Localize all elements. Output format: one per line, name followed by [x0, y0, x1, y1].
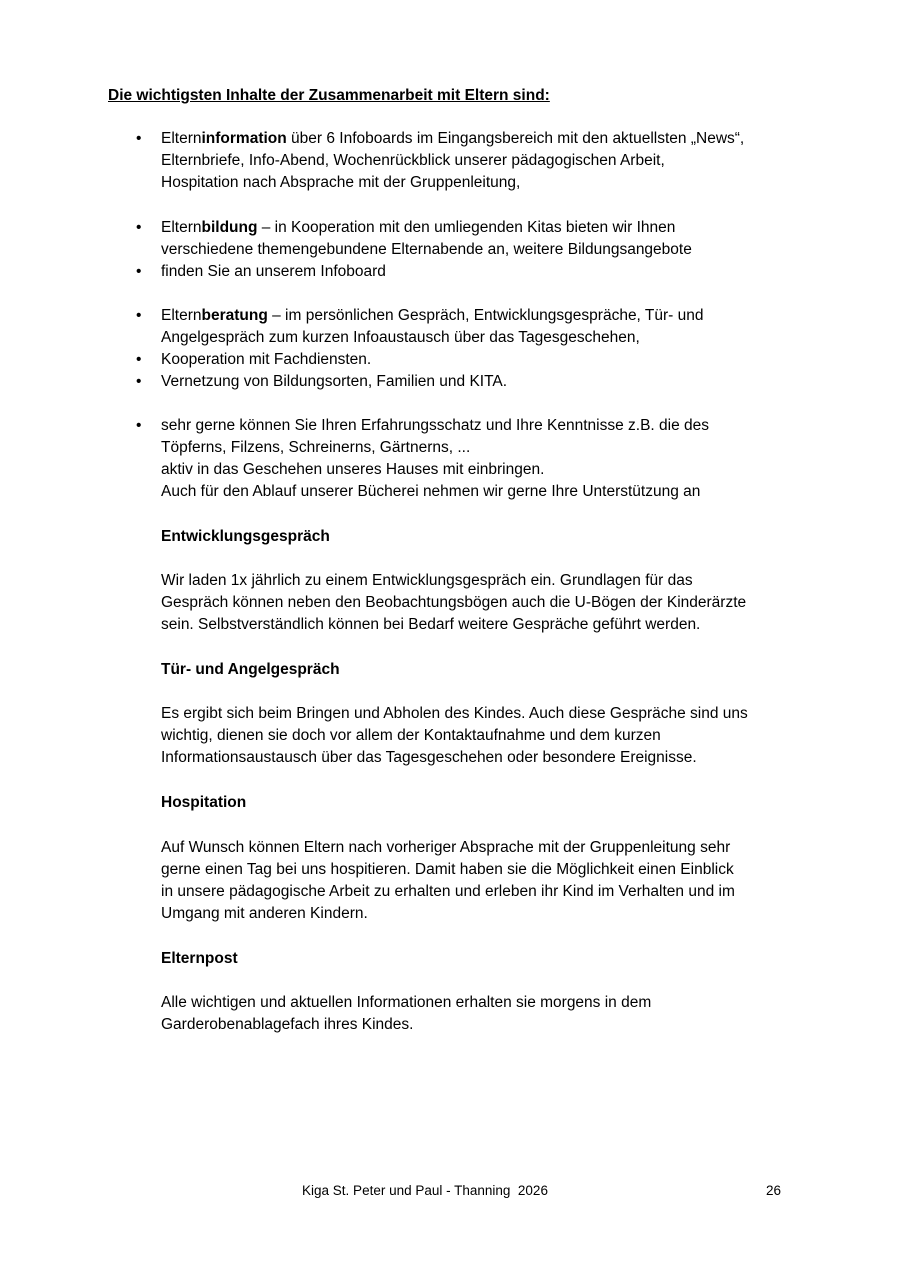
bullet-item-infoboard	[161, 261, 811, 283]
bullet-text-line: verschiedene themengebundene Elternabende an, weitere Bildungsangebote	[161, 241, 692, 258]
bullet-marker: •	[136, 263, 142, 280]
bullet-prefix: Eltern	[161, 219, 202, 236]
paragraph-line: Es ergibt sich beim Bringen und Abholen des Kindes. Auch diese Gespräche sind uns	[161, 705, 748, 722]
page-number: 26	[766, 1183, 782, 1198]
section-title-entwicklungsgespraech: Entwicklungsgespräch	[161, 528, 330, 545]
paragraph-line: sein. Selbstverständlich können bei Bedarf weitere Gespräche geführt werden.	[161, 616, 701, 633]
section-body-entwicklungsgespraech	[161, 570, 811, 636]
bullet-marker: •	[136, 417, 142, 434]
bullet-keyword: information	[201, 130, 287, 147]
bullet-marker: •	[136, 219, 142, 236]
bullet-item-erfahrungsschatz	[161, 415, 811, 503]
bullet-text-line: Hospitation nach Absprache mit der Gruppenleitung,	[161, 174, 521, 191]
bullet-item-fachdienste	[161, 349, 811, 371]
paragraph-line: Garderobenablagefach ihres Kindes.	[161, 1016, 414, 1033]
bullet-text-line: Auch für den Ablauf unserer Bücherei nehmen wir gerne Ihre Unterstützung an	[161, 483, 701, 500]
section-body-elternpost	[161, 992, 811, 1036]
bullet-prefix: Eltern	[161, 130, 202, 147]
bullet-text-line: Angelgespräch zum kurzen Infoaustausch über das Tagesgeschehen,	[161, 329, 640, 346]
bullet-text: über 6 Infoboards im Eingangsbereich mit den aktuellsten „News“,	[286, 130, 745, 147]
section-title-hospitation: Hospitation	[161, 794, 247, 811]
bullet-text-line: Töpferns, Filzens, Schreinerns, Gärtnerns, ...	[161, 439, 471, 456]
bullet-text-line: aktiv in das Geschehen unseres Hauses mit einbringen.	[161, 461, 545, 478]
bullet-text-line: Kooperation mit Fachdiensten.	[161, 351, 372, 368]
bullet-text: – im persönlichen Gespräch, Entwicklungsgespräche, Tür- und	[267, 307, 704, 324]
paragraph-line: Wir laden 1x jährlich zu einem Entwicklungsgespräch ein. Grundlagen für das	[161, 572, 693, 589]
footer-text: Kiga St. Peter und Paul - Thanning 2026	[302, 1183, 548, 1198]
bullet-marker: •	[136, 351, 142, 368]
bullet-keyword: bildung	[201, 219, 258, 236]
paragraph-line: Umgang mit anderen Kindern.	[161, 905, 368, 922]
bullet-item-elterninformation	[161, 128, 811, 194]
page-heading: Die wichtigsten Inhalte der Zusammenarbeit mit Eltern sind:	[108, 87, 550, 104]
paragraph-line: gerne einen Tag bei uns hospitieren. Damit haben sie die Möglichkeit einen Einblick	[161, 861, 734, 878]
section-title-elternpost: Elternpost	[161, 950, 238, 967]
section-body-hospitation	[161, 837, 811, 925]
bullet-text-line: finden Sie an unserem Infoboard	[161, 263, 386, 280]
bullet-marker: •	[136, 130, 142, 147]
section-body-tuer-und-angelgespraech	[161, 703, 811, 769]
bullet-marker: •	[136, 307, 142, 324]
bullet-text-line: Elternbriefe, Info-Abend, Wochenrückblick unserer pädagogischen Arbeit,	[161, 152, 665, 169]
paragraph-line: Gespräch können neben den Beobachtungsbögen auch die U-Bögen der Kinderärzte	[161, 594, 747, 611]
bullet-marker: •	[136, 373, 142, 390]
paragraph-line: wichtig, dienen sie doch vor allem der Kontaktaufnahme und dem kurzen	[161, 727, 661, 744]
bullet-item-elternberatung	[161, 305, 811, 349]
paragraph-line: in unsere pädagogische Arbeit zu erhalten und erleben ihr Kind im Verhalten und im	[161, 883, 735, 900]
bullet-text: – in Kooperation mit den umliegenden Kitas bieten wir Ihnen	[257, 219, 676, 236]
bullet-text-line: sehr gerne können Sie Ihren Erfahrungsschatz und Ihre Kenntnisse z.B. die des	[161, 417, 710, 434]
paragraph-line: Informationsaustausch über das Tagesgeschehen oder besondere Ereignisse.	[161, 749, 697, 766]
paragraph-line: Auf Wunsch können Eltern nach vorheriger Absprache mit der Gruppenleitung sehr	[161, 839, 731, 856]
bullet-text-line: Vernetzung von Bildungsorten, Familien und KITA.	[161, 373, 508, 390]
section-title-tuer-und-angelgespraech: Tür- und Angelgespräch	[161, 661, 340, 678]
bullet-item-vernetzung	[161, 371, 811, 393]
bullet-keyword: beratung	[201, 307, 268, 324]
bullet-item-elternbildung	[161, 217, 811, 261]
bullet-prefix: Eltern	[161, 307, 202, 324]
paragraph-line: Alle wichtigen und aktuellen Informationen erhalten sie morgens in dem	[161, 994, 652, 1011]
